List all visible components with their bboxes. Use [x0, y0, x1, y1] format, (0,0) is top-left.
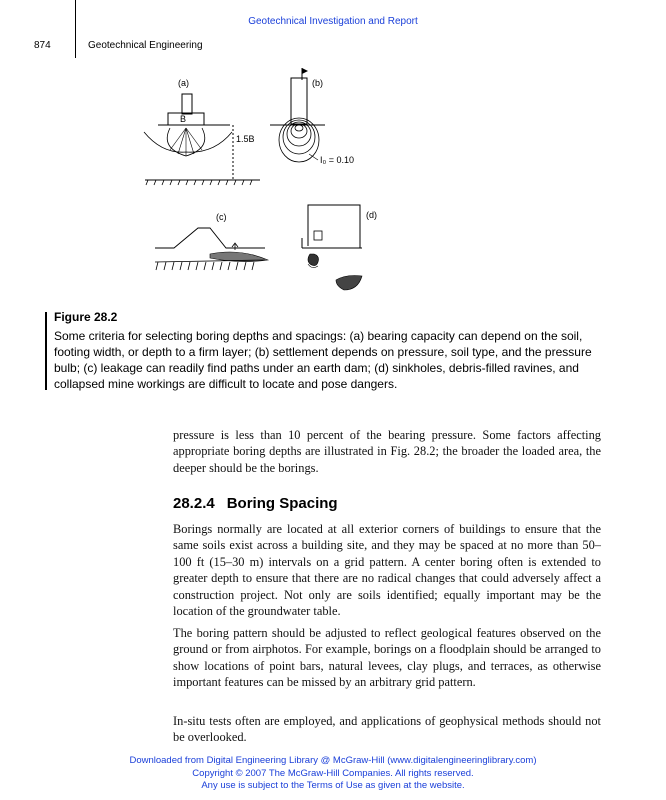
figure-caption	[54, 309, 606, 392]
footing-width-label: B	[180, 114, 187, 124]
section-title: Boring Spacing	[226, 495, 338, 512]
paragraph-4: In-situ tests often are employed, and applications of geophysical methods should not be overlooked.	[173, 714, 601, 745]
panel-d	[302, 205, 377, 290]
caption-bar	[45, 312, 47, 390]
top-link[interactable]: Geotechnical Investigation and Report	[248, 16, 418, 27]
paragraph-1: pressure is less than 10 percent of the bearing pressure. Some factors affecting appropriate boring depths are illustrated in Fig. 28.2; the broader the loaded area, the deeper should be the borings.	[173, 428, 601, 475]
running-head: Geotechnical Engineering	[88, 40, 203, 51]
panel-c-label: (c)	[216, 212, 227, 222]
panel-d-label: (d)	[366, 210, 377, 220]
panel-a-label: (a)	[178, 78, 189, 88]
paragraph-3: The boring pattern should be adjusted to reflect geological features observed on the ground or from airphotos. For example, borings on a floodplain should be arranged to show locations of point bars, natural levees, clay plugs, and terraces, as otherwise important features can be missed by an arbitrary grid pattern.	[173, 626, 601, 690]
section-number: 28.2.4	[173, 495, 215, 512]
paragraph-2: Borings normally are located at all exterior corners of buildings to ensure that the same soils exist across a building site, and they may be spaced at no more than 50–100 ft (15–30 m) intervals on a grid pattern. A center boring often is extended to greater depth to ensure that there are no radical changes that could adversely affect a construction project. Not only are soils identified; equally important may be the location of the groundwater table.	[173, 522, 601, 619]
footer-terms[interactable]: Any use is subject to the Terms of Use as given at the website.	[201, 780, 465, 791]
figure-28-2	[140, 68, 400, 300]
footer-download-link[interactable]: Downloaded from Digital Engineering Library @ McGraw-Hill (www.digitalengineeringlibrary.com)	[129, 755, 537, 766]
panel-b	[270, 68, 354, 165]
caption-text: Some criteria for selecting boring depths and spacings: (a) bearing capacity can depend on the soil, footing width, or depth to a firm layer; (b) settlement depends on pressure, soil type, and the pressure bulb; (c) leakage can readily find paths under an earth dam; (d) sinkholes, debris-filled ravines, and collapsed mine workings are difficult to locate and pose dangers.	[54, 329, 592, 391]
panel-b-label: (b)	[312, 78, 323, 88]
caption-title: Figure 28.2	[54, 310, 118, 324]
page-number: 874	[34, 40, 51, 51]
panel-c	[155, 212, 268, 270]
header-rule	[75, 0, 76, 58]
depth-label: 1.5B	[236, 134, 255, 144]
section-heading	[173, 495, 338, 512]
footer-copyright[interactable]: Copyright © 2007 The McGraw-Hill Companies. All rights reserved.	[192, 768, 474, 779]
panel-a	[144, 78, 260, 185]
influence-label: I₀ = 0.10	[320, 155, 355, 165]
